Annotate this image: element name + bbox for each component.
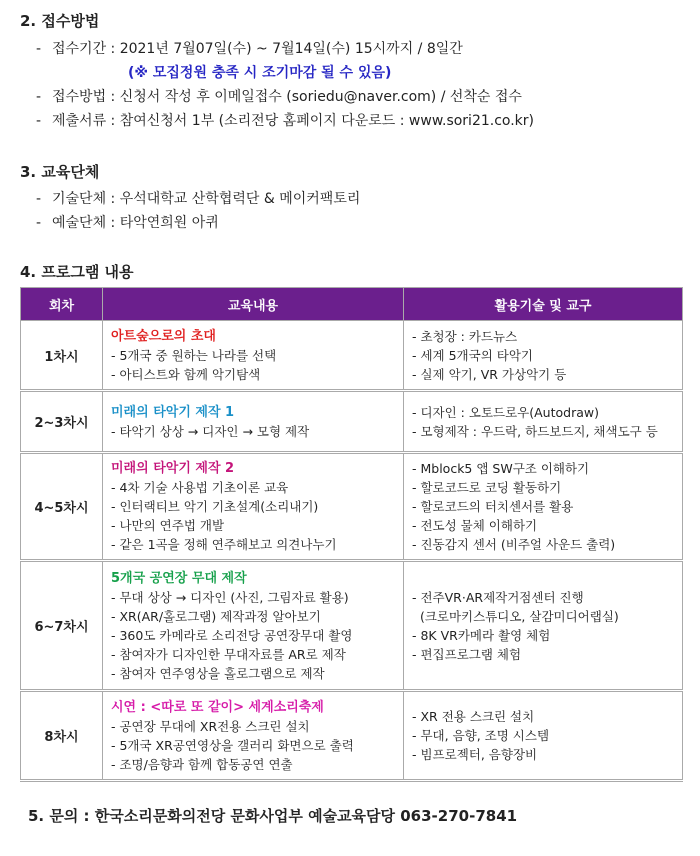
content-item: - 아티스트와 함께 악기탐색 — [111, 366, 261, 382]
table-row — [21, 391, 683, 453]
header-session: 회차 — [21, 288, 103, 321]
content-item: - 5개국 XR공연영상을 갤러리 화면으로 출력 — [111, 737, 354, 753]
reception-method-text: 접수방법 : 신청서 작성 후 이메일접수 (soriedu@naver.com) / 선착순 접수 — [52, 89, 522, 105]
table-header-row — [21, 288, 683, 321]
session-title: 아트숲으로의 초대 — [111, 328, 216, 344]
tools-cell — [404, 321, 683, 391]
content-cell — [103, 453, 404, 561]
session-title: 미래의 타악기 제작 2 — [111, 461, 235, 476]
bullet-dash: - — [36, 113, 42, 129]
tech-org — [36, 188, 360, 208]
tool-item: - 할로코드로 코딩 활동하기 — [412, 480, 562, 495]
tool-item: - 실제 악기, VR 가상악기 등 — [412, 366, 567, 382]
tool-item: - 할로코드의 터치센서를 활용 — [412, 499, 574, 514]
session-cell: 4~5차시 — [21, 453, 103, 561]
bullet-dash: - — [36, 89, 42, 105]
tool-item: - 진동감지 센서 (비주얼 사운드 출력) — [412, 537, 616, 552]
table-row — [21, 453, 683, 561]
submission-docs-text: 제출서류 : 참여신청서 1부 (소리전당 홈페이지 다운로드 : www.sori21.co.kr) — [52, 113, 535, 129]
tool-item: - 무대, 음향, 조명 시스템 — [412, 728, 550, 743]
tools-cell — [404, 561, 683, 691]
tools-cell — [404, 391, 683, 453]
section-4-title: 4. 프로그램 내용 — [20, 263, 134, 281]
content-item: - 조명/음향과 함께 합동공연 연출 — [111, 756, 293, 772]
tool-item: - 전주VR·AR제작거점센터 진행 — [412, 589, 584, 605]
tools-cell — [404, 691, 683, 781]
tool-item: - 디자인 : 오토드로우(Autodraw) — [412, 404, 599, 420]
bullet-dash: - — [36, 41, 42, 57]
header-content: 교육내용 — [103, 288, 404, 321]
content-item: - 참여자가 디자인한 무대자료를 AR로 제작 — [111, 646, 346, 662]
tool-item: - 초청장 : 카드뉴스 — [412, 328, 518, 344]
tool-item: - XR 전용 스크린 설치 — [412, 709, 535, 724]
session-title: 5개국 공연장 무대 제작 — [111, 570, 247, 586]
content-cell — [103, 561, 404, 691]
content-item: - 4차 기술 사용법 기초이론 교육 — [111, 480, 289, 495]
art-org — [36, 212, 219, 232]
tool-item: - 8K VR카메라 촬영 체험 — [412, 627, 551, 643]
session-cell: 1차시 — [21, 321, 103, 391]
tool-item: - 빔프로젝터, 음향장비 — [412, 747, 538, 762]
content-item: - 5개국 중 원하는 나라를 선택 — [111, 347, 277, 363]
content-item: - 타악기 상상 → 디자인 → 모형 제작 — [111, 423, 310, 439]
reception-method — [36, 86, 522, 106]
tool-item: - 편집프로그램 체험 — [412, 646, 522, 662]
section-2-title: 2. 접수방법 — [20, 12, 100, 30]
content-item: - 나만의 연주법 개발 — [111, 518, 225, 533]
content-item: - 무대 상상 → 디자인 (사진, 그림자료 활용) — [111, 589, 349, 605]
reception-period-text: 접수기간 : 2021년 7월07일(수) ~ 7월14일(수) 15시까지 / 8일간 — [52, 41, 463, 57]
bullet-dash: - — [36, 191, 42, 207]
tool-item: (크로마키스튜디오, 살감미디어랩실) — [412, 608, 619, 624]
session-cell: 2~3차시 — [21, 391, 103, 453]
reception-period — [36, 38, 463, 58]
tech-org-text: 기술단체 : 우석대학교 산학협력단 & 메이커팩토리 — [52, 191, 361, 207]
content-item: - 공연장 무대에 XR전용 스크린 설치 — [111, 718, 310, 734]
session-title: 미래의 타악기 제작 1 — [111, 404, 235, 420]
early-close-notice: (※ 모집정원 충족 시 조기마감 될 수 있음) — [128, 65, 392, 81]
art-org-text: 예술단체 : 타악연희원 아퀴 — [52, 215, 219, 231]
table-row — [21, 321, 683, 391]
content-item: - 360도 카메라로 소리전당 공연장무대 촬영 — [111, 627, 353, 643]
tool-item: - Mblock5 앱 SW구조 이해하기 — [412, 461, 590, 476]
session-title: 시연 : <따로 또 같이> 세계소리축제 — [111, 699, 324, 715]
tool-item: - 세계 5개국의 타악기 — [412, 347, 533, 363]
program-table — [20, 287, 683, 782]
content-cell — [103, 391, 404, 453]
content-cell — [103, 691, 404, 781]
session-cell: 6~7차시 — [21, 561, 103, 691]
table-row — [21, 691, 683, 781]
header-tools: 활용기술 및 교구 — [404, 288, 683, 321]
bullet-dash: - — [36, 215, 42, 231]
submission-docs — [36, 110, 534, 130]
section-3-title: 3. 교육단체 — [20, 163, 100, 181]
content-cell — [103, 321, 404, 391]
contact-info: 5. 문의 : 한국소리문화의전당 문화사업부 예술교육담당 063-270-7841 — [28, 807, 518, 825]
session-cell: 8차시 — [21, 691, 103, 781]
tool-item: - 모형제작 : 우드락, 하드보드지, 채색도구 등 — [412, 423, 658, 439]
content-item: - 인터랙티브 악기 기초설계(소리내기) — [111, 499, 319, 514]
content-item: - XR(AR/홀로그램) 제작과정 알아보기 — [111, 608, 321, 624]
table-row — [21, 561, 683, 691]
tools-cell — [404, 453, 683, 561]
content-item: - 참여자 연주영상을 홀로그램으로 제작 — [111, 665, 325, 681]
tool-item: - 전도성 물체 이해하기 — [412, 518, 538, 533]
content-item: - 같은 1곡을 정해 연주해보고 의견나누기 — [111, 537, 337, 552]
